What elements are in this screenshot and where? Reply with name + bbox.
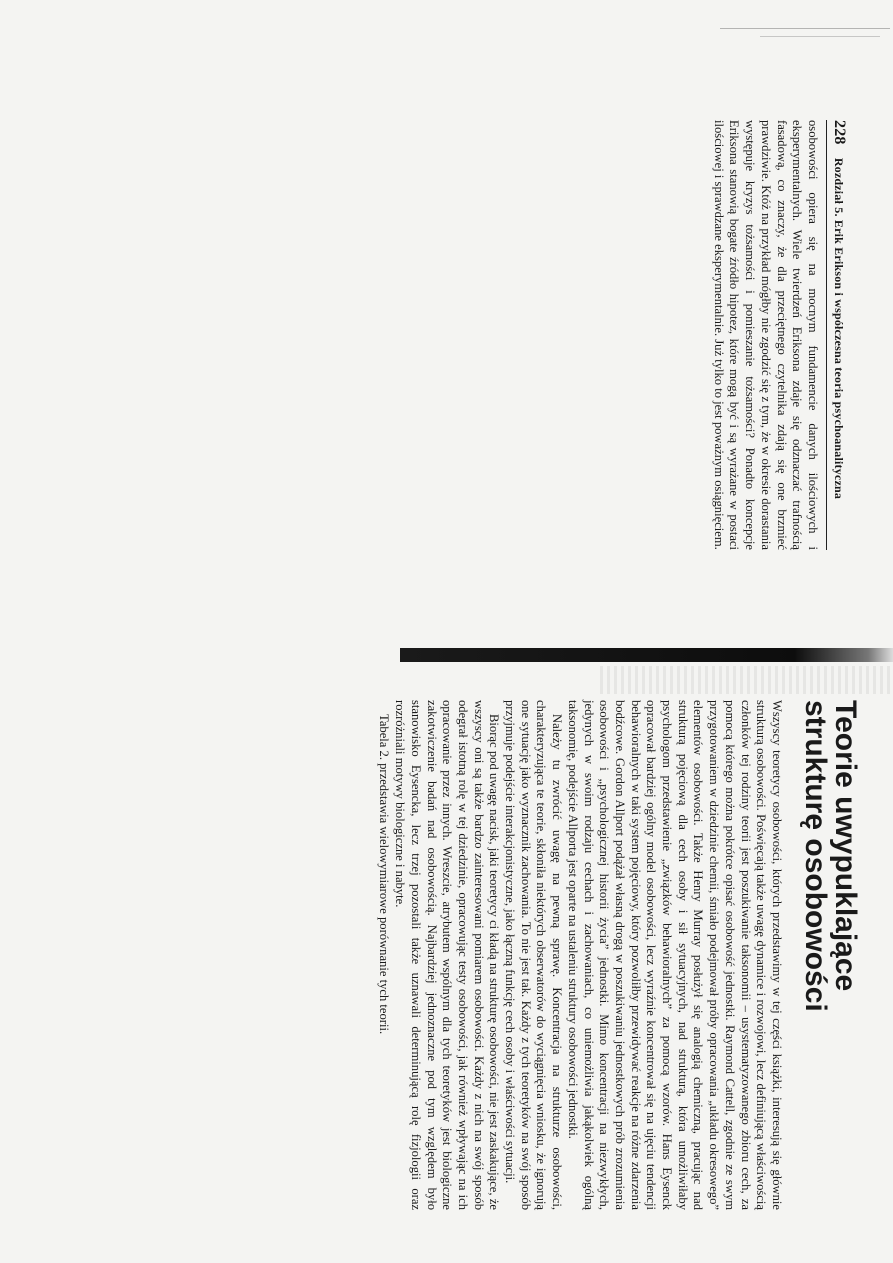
section-title-line-2: strukturę osobowości	[799, 700, 832, 1012]
running-head	[826, 120, 848, 550]
paragraph: Biorąc pod uwagę nacisk, jaki teoretycy ci kładą na strukturę osobowości, nie jest zaskakujące, że wszyscy oni są także bardzo zainteresowani pomiarem osobowości. Każdy z nich na swój sposób odegrał istotną rolę w tej dziedzinie, opracowując testy osobowości, jak również wpływając na ich opracowanie przez innych. Wreszcie, atrybutem wspólnym dla tych teoretyków jest biologiczne zakotwiczenie badań nad osobowością. Najbardziej jednoznaczne pod tym względem było stanowisko Eysencka, lecz trzej pozostali także uznawali determinującą rolę fizjologii oraz rozróżniali motywy biologiczne i nabyte.	[393, 700, 502, 1210]
paragraph: Tabela 2. przedstawia wielowymiarowe porównanie tych teorii.	[377, 714, 392, 1035]
section-title-line-1: Teorie uwypuklające	[829, 700, 862, 992]
paragraph: Należy tu zwrócić uwagę na pewną sprawę. Koncentracja na strukturze osobowości, charakteryzująca te teorie, skłoniła niektórych obserwatorów do wyciągnięcia wniosku, że ignorują one sytuację jako wyznacznik zachowania. To nie jest tak. Każdy z tych teoretyków na swój sposób przyjmuje podejście interakcjonistyczne, jako łączną funkcję cech osoby i właściwości sytuacji.	[503, 700, 565, 1210]
lower-page	[376, 700, 860, 1210]
lower-body-text	[376, 700, 784, 1210]
page-number: 228	[831, 120, 848, 145]
page-separator-band	[400, 648, 893, 662]
upper-page	[710, 120, 848, 550]
paragraph: osobowości opiera się na mocnym fundamencie danych ilościowych i eksperymentalnych. Wiele twierdzeń Eriksona zdaje się odznaczać trafnością fasadową, co znaczy, że dla przeciętnego czytelnika zdają się one brzmieć prawdziwie. Któż na przykład mógłby nie zgodzić się z tym, że w okresie dorastania występuje kryzys tożsamości i pomieszanie tożsamości? Ponadto koncepcje Eriksona stanowią bogate źródło hipotez, które mogą być i są wyrażane w postaci ilościowej i sprawdzane eksperymentalnie. Już tylko to jest poważnym osiągnięciem.	[711, 120, 820, 550]
upper-body-text	[710, 120, 820, 550]
section-title	[800, 700, 860, 1210]
scan-artifact-line	[720, 28, 890, 29]
scan-noise-band	[600, 666, 893, 694]
paragraph: Wszyscy teoretycy osobowości, których przedstawimy w tej części książki, interesują się głównie strukturą osobowości. Poświęcają także uwagę dynamice i rozwojowi, lecz definiującą właściwością członków tej rodziny teorii jest poszukiwanie taksonomii – usystematyzowanego zbioru cech, za pomocą którego można pokrótce opisać osobowość jednostki. Raymond Cattell, zgodnie ze swym przygotowaniem w dziedzinie chemii, śmiało podejmował próby opracowania „układu okresowego” elementów osobowości. Także Henry Murray posłużył się analogią chemiczną, pracując nad strukturą pojęciową dla cech osoby i sił sytuacyjnych, nad strukturą, która umożliwiłaby psychologom przedstawienie „związków behawioralnych” za pomocą wzorów. Hans Eysenck opracował bardziej ogólny model osobowości, lecz wyraźnie koncentrował się na ujęciu tendencji behawioralnych w taki system pojęciowy, który pozwoliłby przewidywać reakcje na różne zdarzenia bodźcowe. Gordon Allport podążał własną drogą w poszukiwaniu jednostkowych prób zrozumienia osobowości i „psychologicznej historii życia” jednostki. Mimo koncentracji na niezwykłych, jedynych w swoim rodzaju cechach i zachowaniach, co uniemożliwia jakąkolwiek ogólną taksonomię, podejście Allporta jest oparte na ustaleniu struktury osobowości jednostki.	[565, 700, 784, 1210]
scan-artifact-line	[760, 36, 880, 37]
running-head-title: Rozdział 5. Erik Erikson i współczesna teoria psychoanalityczna	[832, 157, 846, 500]
